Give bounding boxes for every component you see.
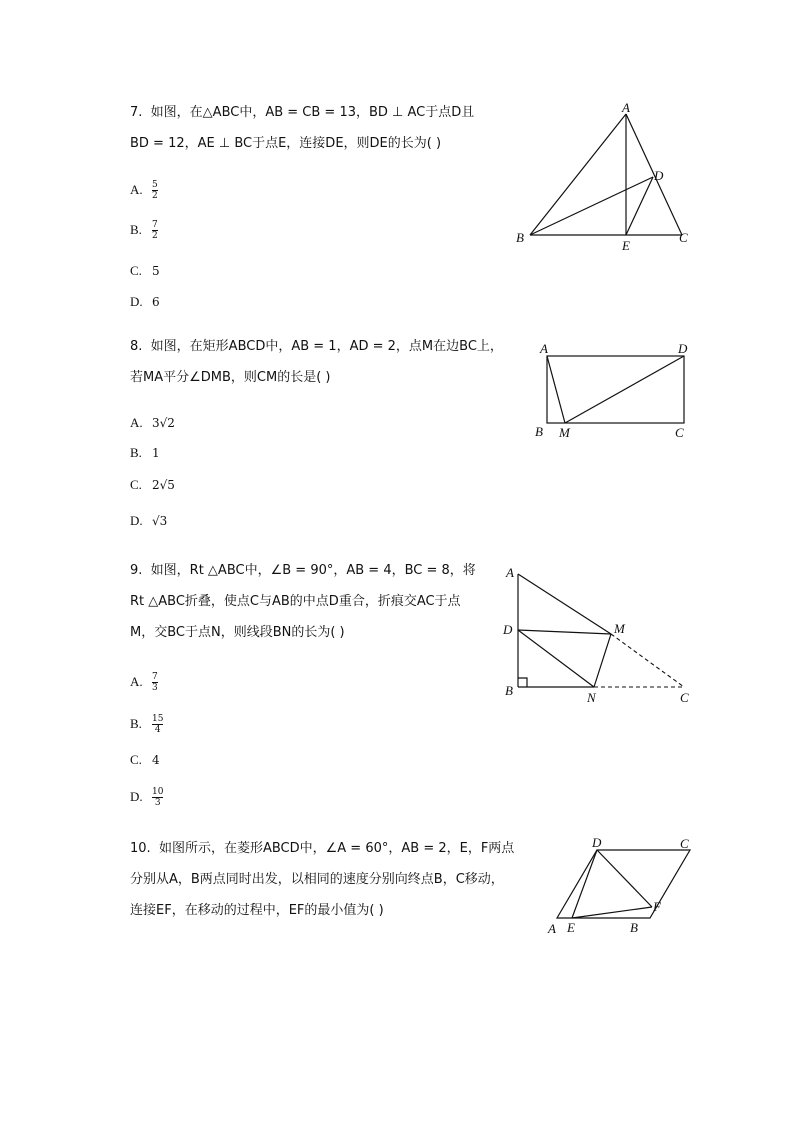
option-b[interactable]: B. $\frac{7}{2}$ xyxy=(130,219,158,241)
label-m: M xyxy=(559,425,570,440)
label-a: A xyxy=(506,565,514,580)
question-number: 10. xyxy=(130,841,151,856)
label-c: C xyxy=(680,690,689,705)
stem-line-3: M，交BC于点N，则线段BN的长为( ) xyxy=(130,625,345,640)
fraction: $\frac{5}{2}$ xyxy=(152,179,158,201)
option-c[interactable]: C. 4 xyxy=(130,752,160,767)
option-d[interactable]: D. 6 xyxy=(130,294,160,309)
label-c: C xyxy=(675,425,684,440)
label-n: N xyxy=(587,690,596,705)
label-b: B xyxy=(516,230,524,245)
figure-rectangle-abcd xyxy=(530,338,700,448)
label-a: A xyxy=(540,341,548,356)
question-8-stem xyxy=(130,331,530,393)
stem-line-1: 如图，Rt △ABC中，∠B = 90°，AB = 4，BC = 8，将 xyxy=(150,563,476,578)
figure-folded-triangle xyxy=(500,562,700,712)
option-b[interactable]: B. $\frac{15}{4}$ xyxy=(130,713,164,735)
stem-line-1: 如图所示，在菱形ABCD中，∠A = 60°，AB = 2，E，F两点 xyxy=(158,841,515,856)
label-f: F xyxy=(653,899,661,914)
question-number: 9. xyxy=(130,563,143,578)
label-e: E xyxy=(567,920,575,935)
label-d: D xyxy=(678,341,688,356)
option-d[interactable]: D. $\frac{10}{3}$ xyxy=(130,786,164,808)
label-b: B xyxy=(505,683,513,698)
option-a[interactable]: A. $\frac{7}{3}$ xyxy=(130,671,158,693)
stem-line-1: 如图，在△ABC中，AB = CB = 13，BD ⊥ AC于点D且 xyxy=(150,105,475,120)
question-10 xyxy=(130,833,530,926)
question-7 xyxy=(130,97,530,159)
label-a: A xyxy=(548,921,556,936)
stem-line-3: 连接EF，在移动的过程中，EF的最小值为( ) xyxy=(130,903,384,918)
label-m: M xyxy=(614,621,625,636)
label-b: B xyxy=(535,424,543,439)
question-number: 7. xyxy=(130,105,143,120)
stem-line-1: 如图，在矩形ABCD中，AB = 1，AD = 2，点M在边BC上， xyxy=(150,339,503,354)
option-a[interactable]: A. $\frac{5}{2}$ xyxy=(130,179,158,201)
label-e: E xyxy=(622,238,630,253)
fraction: $\frac{7}{2}$ xyxy=(152,219,158,241)
question-number: 8. xyxy=(130,339,143,354)
label-a: A xyxy=(622,100,630,115)
label-b: B xyxy=(630,920,638,935)
stem-line-2: 若MA平分∠DMB，则CM的长是( ) xyxy=(130,370,331,385)
option-a[interactable]: A. 3√2 xyxy=(130,415,175,430)
fraction: $\frac{15}{4}$ xyxy=(152,713,164,735)
question-7-stem xyxy=(130,97,530,159)
label-d: D xyxy=(654,168,664,183)
stem-line-2: Rt △ABC折叠，使点C与AB的中点D重合，折痕交AC于点 xyxy=(130,594,461,609)
figure-rhombus-abcd xyxy=(540,835,700,940)
label-c: C xyxy=(679,230,688,245)
question-9-stem xyxy=(130,555,530,648)
label-c: C xyxy=(680,836,689,851)
figure-triangle-abc xyxy=(510,100,700,260)
option-b[interactable]: B. 1 xyxy=(130,445,160,460)
fraction: $\frac{7}{3}$ xyxy=(152,671,158,693)
stem-line-2: 分别从A，B两点同时出发，以相同的速度分别向终点B，C移动， xyxy=(130,872,504,887)
question-10-stem xyxy=(130,833,530,926)
label-d: D xyxy=(503,622,513,637)
fraction: $\frac{10}{3}$ xyxy=(152,786,164,808)
stem-line-2: BD = 12，AE ⊥ BC于点E，连接DE，则DE的长为( ) xyxy=(130,136,442,151)
label-d: D xyxy=(592,835,602,850)
option-c[interactable]: C. 2√5 xyxy=(130,477,175,492)
question-8 xyxy=(130,331,530,393)
option-d[interactable]: D. √3 xyxy=(130,513,168,528)
question-9 xyxy=(130,555,530,648)
option-c[interactable]: C. 5 xyxy=(130,263,160,278)
